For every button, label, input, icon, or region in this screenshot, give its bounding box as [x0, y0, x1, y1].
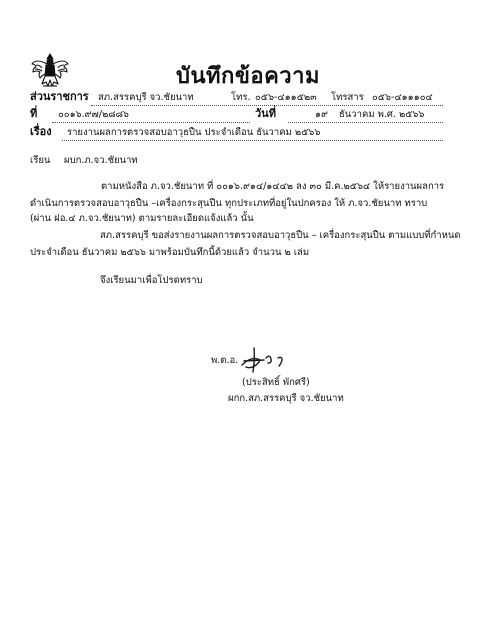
tel-value: ๐๕๖-๔๑๑๕๒๓	[255, 92, 317, 103]
fax-value: ๐๕๖-๔๑๑๑๐๔	[372, 92, 433, 103]
date-label: วันที่	[255, 107, 276, 120]
dept-value: สภ.สรรคบุรี จว.ชัยนาท	[98, 92, 194, 103]
tel-label: โทร.	[231, 92, 251, 103]
to-label: เรียน	[30, 155, 51, 166]
date-month-year: ธันวาคม พ.ศ. ๒๕๖๖	[339, 109, 425, 120]
garuda-emblem-icon	[30, 50, 70, 90]
body-paragraph-1-line-2: ดำเนินการตรวจสอบอาวุธปืน –เครื่องกระสุนปืน ทุกประเภทที่อยู่ในปกครอง ให้ ภ.จว.ชัยนาท ทราบ	[30, 198, 428, 209]
body-paragraph-2-line-1: สภ.สรรคบุรี ขอส่งรายงานผลการตรวจสอบอาวุธปืน – เครื่องกระสุนปืน ตามแบบที่กำหนด	[100, 230, 461, 241]
date-day: ๑๙	[315, 109, 328, 120]
to-value: ผบก.ภ.จว.ชัยนาท	[64, 155, 138, 166]
date-dotted-line	[288, 122, 443, 123]
signer-rank: พ.ต.อ.	[211, 355, 239, 366]
ref-dotted-line	[52, 122, 250, 123]
signer-position: ผกก.สภ.สรรคบุรี จว.ชัยนาท	[228, 393, 344, 404]
memo-title: บันทึกข้อความ	[176, 64, 321, 89]
fax-label: โทรสาร	[331, 92, 364, 103]
dept-label: ส่วนราชการ	[30, 90, 89, 103]
body-paragraph-1-line-1: ตามหนังสือ ภ.จว.ชัยนาท ที่ ๐๐๑๖.๙๑๔/๑๔๔๒ ลง ๓๐ มี.ค.๒๕๖๔ ให้รายงานผลการ	[101, 181, 445, 192]
subject-label: เรื่อง	[30, 125, 52, 138]
signer-name: (ประสิทธิ์ พักศรี)	[242, 377, 310, 388]
subject-value: รายงานผลการตรวจสอบอาวุธปืน ประจำเดือน ธันวาคม ๒๕๖๖	[67, 127, 321, 138]
ref-value: ๐๐๑๖.๙๗/๒๘๘๖	[58, 109, 129, 120]
subject-dotted-line	[62, 140, 443, 141]
dept-dotted-line	[91, 105, 443, 106]
ref-label: ที่	[30, 107, 38, 120]
closing-line: จึงเรียนมาเพื่อโปรดทราบ	[100, 275, 203, 286]
body-paragraph-1-line-3: (ผ่าน ฝอ.๔ ภ.จว.ชัยนาท) ตามรายละเอียดแจ้งแล้ว นั้น	[30, 213, 254, 224]
handwritten-signature	[238, 345, 298, 375]
body-paragraph-2-line-2: ประจำเดือน ธันวาคม ๒๕๖๖ มาพร้อมบันทึกนี้ด้วยแล้ว จำนวน ๒ เล่ม	[30, 247, 310, 258]
